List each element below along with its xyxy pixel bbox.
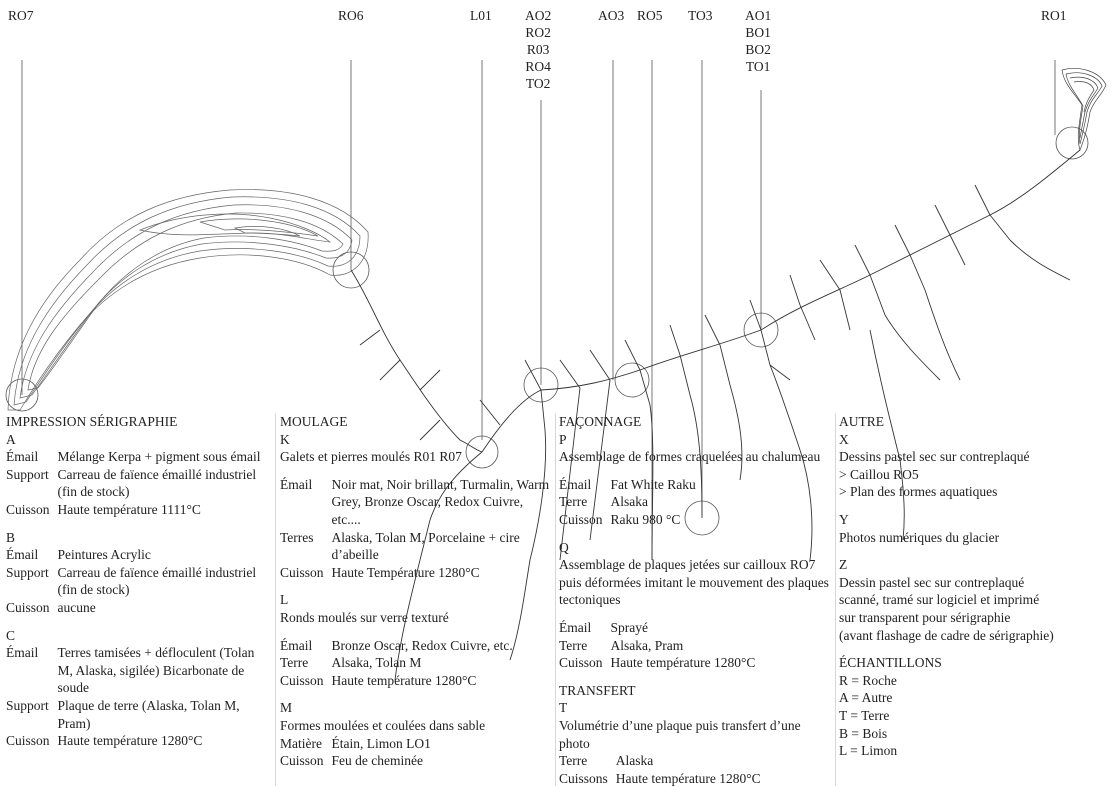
label-ao2-group: AO2 RO2 R03 RO4 TO2 — [525, 8, 552, 91]
label-ao1-group: AO1 BO1 BO2 TO1 — [745, 8, 772, 74]
spec-key: Support — [6, 697, 49, 713]
spec-key: Terre — [559, 637, 588, 653]
section-line: > Plan des formes aquatiques — [839, 484, 998, 500]
label-ro6: RO6 — [338, 8, 364, 23]
spec-value: aucune — [57, 599, 96, 615]
spec-value: Alaska — [615, 753, 654, 769]
section-letter: T — [559, 700, 568, 716]
spec-key: Support — [6, 564, 49, 580]
section-description: Assemblage de formes craquelées au chalumeau — [559, 449, 821, 465]
label-ao3: AO3 — [598, 8, 625, 23]
section-title: AUTRE — [839, 414, 884, 429]
spec-value: Plaque de terre (Alaska, Tolan M, Pram) — [57, 697, 240, 731]
glacier-contours — [8, 190, 368, 410]
section-line: Dessin pastel sec sur contreplaqué — [839, 574, 1025, 590]
section-description: Volumétrie d’une plaque puis transfert d’une photo — [559, 717, 801, 751]
section-line: Photos numériques du glacier — [839, 529, 1000, 545]
section-letter: Z — [839, 557, 848, 573]
label-to3: TO3 — [688, 8, 713, 23]
section-title: TRANSFERT — [559, 682, 636, 698]
column-divider — [275, 413, 276, 786]
spec-key: Support — [6, 466, 49, 482]
label-l01: L01 — [470, 8, 492, 23]
section-title: MOULAGE — [280, 414, 348, 429]
spec-table — [280, 476, 552, 582]
spec-key: Émail — [559, 619, 592, 635]
spec-key: Cuisson — [559, 511, 603, 527]
spec-key: Émail — [280, 476, 313, 492]
section-title: FAÇONNAGE — [559, 414, 642, 429]
section-description: Formes moulées et coulées dans sable — [280, 717, 486, 733]
legend-column-autre — [839, 413, 1111, 760]
spec-value: Sprayé — [610, 619, 649, 635]
spec-value: Raku 980 °C — [610, 511, 681, 527]
glacier-ro1 — [1062, 68, 1106, 150]
label-ro1: RO1 — [1041, 8, 1067, 23]
legend-entry: T = Terre — [839, 707, 890, 723]
legend-entry: B = Bois — [839, 725, 888, 741]
section-letter: Y — [839, 511, 849, 527]
spec-value: Haute température 1280°C — [610, 655, 756, 671]
spec-value: Carreau de faïence émaillé industriel (fin de stock) — [57, 564, 257, 598]
spec-value: Peintures Acrylic — [57, 547, 151, 563]
spec-value: Alsaka — [610, 494, 649, 510]
section-line: sur transparent pour sérigraphie — [839, 609, 1011, 625]
section-title: IMPRESSION SÉRIGRAPHIE — [6, 414, 178, 429]
spec-key: Cuisson — [6, 599, 50, 615]
spec-table — [280, 735, 431, 770]
legend-column-faconnage — [559, 413, 831, 787]
section-letter: Q — [559, 539, 569, 555]
spec-table — [6, 448, 270, 518]
spec-key: Cuisson — [280, 753, 324, 769]
spec-key: Cuisson — [6, 733, 50, 749]
spec-key: Terre — [280, 655, 309, 671]
column-divider — [555, 413, 556, 786]
spec-value: Fat White Raku — [610, 476, 696, 492]
spec-value: Feu de cheminée — [331, 753, 423, 769]
spec-value: Alsaka, Pram — [610, 637, 684, 653]
spec-value: Étain, Limon LO1 — [331, 735, 431, 751]
legend-column-serigraphie — [6, 413, 270, 750]
section-letter: L — [280, 592, 289, 608]
section-letter: M — [280, 700, 293, 716]
spec-key: Cuisson — [6, 501, 50, 517]
section-line: Dessins pastel sec sur contreplaqué — [839, 449, 1030, 465]
spec-value: Carreau de faïence émaillé industriel (fin de stock) — [57, 466, 257, 500]
section-letter: A — [6, 431, 16, 447]
section-line: scanné, tramé sur logiciel et imprimé — [839, 592, 1040, 608]
spec-key: Terres — [280, 529, 314, 545]
spec-key: Émail — [280, 637, 313, 653]
legend-entry: R = Roche — [839, 672, 897, 688]
spec-value: Haute température 1280°C — [331, 672, 477, 688]
legend-column-moulage — [280, 413, 552, 770]
spec-table — [6, 546, 270, 616]
spec-key: Cuisson — [559, 655, 603, 671]
spec-key: Émail — [6, 449, 39, 465]
spec-key: Terre — [559, 494, 588, 510]
legend-entry: L = Limon — [839, 743, 898, 759]
label-ro7: RO7 — [8, 8, 34, 23]
section-letter: X — [839, 431, 849, 447]
section-line: > Caillou RO5 — [839, 466, 919, 482]
section-description: Ronds moulés sur verre texturé — [280, 609, 449, 625]
spec-key: Terre — [559, 753, 588, 769]
label-ro5: RO5 — [637, 8, 663, 23]
spec-table — [559, 476, 696, 529]
spec-table — [559, 619, 755, 672]
section-description: Galets et pierres moulés R01 R07 — [280, 449, 462, 465]
spec-table — [280, 637, 513, 690]
spec-value: Alsaka, Tolan M — [331, 655, 422, 671]
section-letter: K — [280, 431, 290, 447]
section-line: (avant flashage de cadre de sérigraphie) — [839, 627, 1054, 643]
section-title: ÉCHANTILLONS — [839, 655, 942, 671]
column-divider — [835, 413, 836, 786]
spec-value: Noir mat, Noir brillant, Turmalin, Warm Grey, Bronze Oscar, Redox Cuivre, etc.... — [331, 476, 550, 527]
spec-key: Cuisson — [280, 564, 324, 580]
section-description: Assemblage de plaques jetées sur cailloux RO7 puis déformées imitant le mouvement des plaques tectoniques — [559, 557, 829, 608]
spec-key: Matière — [280, 735, 322, 751]
spec-value: Haute température 1280°C — [57, 733, 203, 749]
spec-table — [6, 644, 270, 750]
spec-key: Émail — [559, 476, 592, 492]
spec-table — [559, 752, 761, 787]
section-letter: B — [6, 529, 16, 545]
spec-value: Haute température 1111°C — [57, 501, 201, 517]
spec-value: Mélange Kerpa + pigment sous émail — [57, 449, 261, 465]
legend-entry: A = Autre — [839, 690, 893, 706]
section-letter: P — [559, 431, 567, 447]
spec-value: Haute température 1280°C — [615, 770, 761, 786]
section-letter: C — [6, 627, 16, 643]
spec-key: Émail — [6, 645, 39, 661]
spec-value: Bronze Oscar, Redox Cuivre, etc. — [331, 637, 513, 653]
spec-value: Haute Température 1280°C — [331, 564, 480, 580]
spec-key: Cuissons — [559, 770, 608, 786]
spec-value: Alaska, Tolan M, Porcelaine + cire d’abeille — [331, 529, 520, 563]
spec-value: Terres tamisées + défloculent (Tolan M, Alaska, sigilée) Bicarbonate de soude — [57, 645, 255, 696]
spec-key: Émail — [6, 547, 39, 563]
spec-key: Cuisson — [280, 672, 324, 688]
